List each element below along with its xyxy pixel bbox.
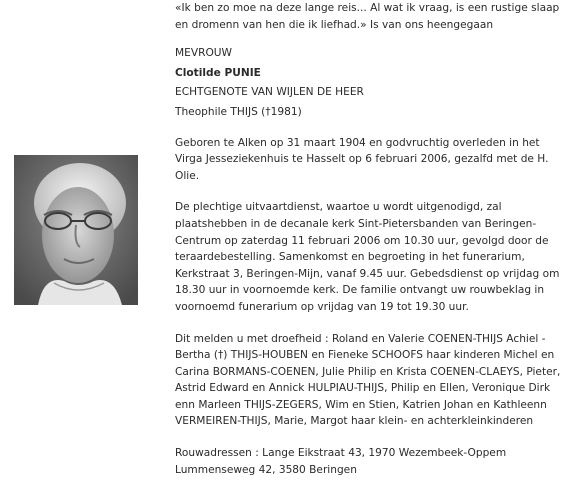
- funeral-line: plaatshebben in de decanale kerk Sint-Pietersbanden van Beringen-: [175, 217, 537, 230]
- addresses: [175, 445, 567, 478]
- honorific: MEVROUW: [175, 47, 233, 60]
- family-line: Bertha (†) THIJS-HOUBEN en Fieneke SCHOOFS haar kinderen Michel en: [175, 349, 555, 362]
- birth-line: Virga Jesseziekenhuis te Hasselt op 6 februari 2006, gezalfd met de H.: [175, 153, 549, 166]
- funeral-line: 18.30 uur in voornoemde kerk. De familie ontvangt uw rouwbeklag in: [175, 284, 545, 297]
- deceased-name: Clotilde PUNIE: [175, 66, 261, 79]
- funeral-paragraph: [175, 199, 567, 315]
- portrait-image: [14, 155, 138, 305]
- birth-line: Geboren te Alken op 31 maart 1904 en godvruchtig overleden in het: [175, 136, 540, 149]
- quote-line: en dromenn van hen die ik liefhad.» Is van ons heengegaan: [175, 18, 494, 31]
- birth-line: Olie.: [175, 169, 200, 182]
- birth-paragraph: [175, 135, 567, 185]
- family-line: enn Marleen THIJS-ZEGERS, Wim en Stien, Katrien Johan en Kathleenn: [175, 398, 547, 411]
- deceased-header: [175, 45, 567, 120]
- funeral-line: voornoemd funerarium op vrijdag van 19 tot 19.30 uur.: [175, 300, 469, 313]
- spouse-line: ECHTGENOTE VAN WIJLEN DE HEER: [175, 86, 364, 99]
- funeral-line: De plechtige uitvaartdienst, waartoe u wordt uitgenodigd, zal: [175, 201, 502, 214]
- family-line: Astrid Edward en Annick HULPIAU-THIJS, Philip en Ellen, Veronique Dirk: [175, 382, 551, 395]
- address-line: Rouwadressen : Lange Eikstraat 43, 1970 Wezembeek-Oppem: [175, 447, 507, 460]
- funeral-line: Kerkstraat 3, Beringen-Mijn, vanaf 9.45 uur. Gebedsdienst op vrijdag om: [175, 267, 560, 280]
- funeral-line: Centrum op zaterdag 11 februari 2006 om 10.30 uur, gevolgd door de: [175, 234, 549, 247]
- family-line: VERMEIREN-THIJS, Marie, Margot haar klein- en achterkleinkinderen: [175, 415, 534, 428]
- family-paragraph: [175, 331, 567, 431]
- portrait-photo: [14, 155, 138, 305]
- family-line: Carina BORMANS-COENEN, Julie Philip en Krista COENEN-CLAEYS, Pieter,: [175, 365, 561, 378]
- funeral-line: teraardebestelling. Samenkomst en begroeting in het funerarium,: [175, 251, 525, 264]
- address-line: Lummenseweg 42, 3580 Beringen: [175, 463, 357, 476]
- quote: [175, 0, 567, 33]
- family-line: Dit melden u met droefheid : Roland en Valerie COENEN-THIJS Achiel -: [175, 332, 546, 345]
- quote-line: «Ik ben zo moe na deze lange reis... Al wat ik vraag, is een rustige slaap: [175, 2, 560, 14]
- obituary-text: [175, 0, 567, 478]
- spouse-name: Theophile THIJS (†1981): [175, 105, 302, 118]
